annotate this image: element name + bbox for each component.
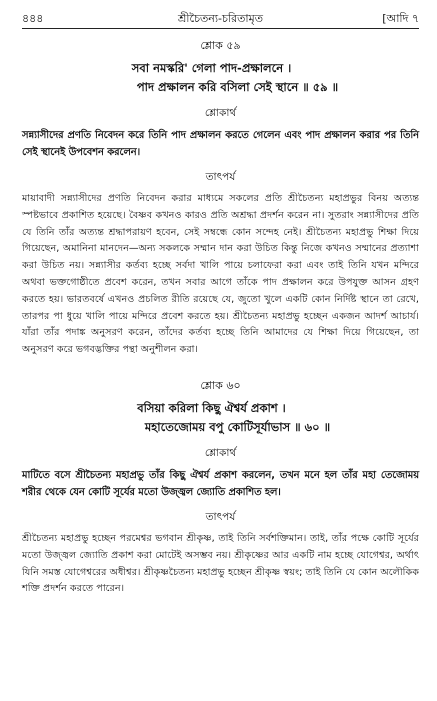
verse-line: সবা নমস্করি' গেলা পাদ-প্রক্ষালনে ।: [131, 61, 292, 75]
verse-line: মহাতেজোময় বপু কোটিসূর্যাভাস ॥ ৬০ ॥: [144, 419, 331, 434]
sloka-label: শ্লোক ৬০: [200, 378, 241, 392]
purport-text: মায়াবাদী সন্ন্যাসীদের প্রণতি নিবেদন করার মাধ্যমে সকলের প্রতি শ্রীচৈতন্য মহাপ্রভুর বিনয় অত্যন্ত স্পষ্টভাবে প্রকাশিত হয়েছে। বৈষ্ণব কখনও কারও প্রতি অশ্রদ্ধা প্রদর্শন করেন না। সুতরাং সন্ন্যাসীদের প্রতি যে তিনি তাঁর অত্যন্ত শ্রদ্ধাপরায়ণ হবেন, সেই সম্বন্ধে কোন সন্দেহ নেই। শ্রীচৈতন্য মহাপ্রভু শিক্ষা দিয়ে গিয়েছেন, অমানিনা মানদেন—অন্য সকলকে সম্মান দান করা উচিত কিন্তু নিজে কখনও সম্মানের প্রত্যাশা করা উচিত নয়। সন্ন্যাসীর কর্তব্য হচ্ছে সর্বদা খালি পায়ে চলাফেরা করা এবং তাই তিনি যখন মন্দিরে অথবা ভক্তগোষ্ঠীতে প্রবেশ করেন, তখন সবার আগে তাঁকে পাদ প্রক্ষালন করে উপযুক্ত আসন গ্রহণ করতে হয়। ভারতবর্ষে এখনও প্রচলিত রীতি রয়েছে যে, জুতো খুলে একটি কোন নির্দিষ্ট স্থানে তা রেখে, তারপর পা ধুয়ে খালি পায়ে মন্দিরে প্রবেশ করতে হয়। শ্রীচৈতন্য মহাপ্রভু হচ্ছেন একজন আদর্শ আচার্য। যাঁরা তাঁর পদাঙ্ক অনুসরণ করেন, তাঁদের কর্তব্য হচ্ছে তিনি আমাদের যে শিক্ষা দিয়ে গিয়েছেন, তা অনুসরণ করে ভগবদ্ভক্তির পন্থা অনুশীলন করা।: [22, 193, 419, 356]
page-number: ৪৪৪: [22, 12, 44, 25]
book-page: [0, 6, 437, 701]
sloka-59: [22, 37, 419, 359]
translation-text: সন্ন্যাসীদের প্রণতি নিবেদন করে তিনি পাদ প্রক্ষালন করতে গেলেন এবং পাদ প্রক্ষালন করার পর তিনি সেই স্থানেই উপবেশন করলেন।: [22, 130, 419, 158]
purport-heading: তাৎপর্য: [205, 510, 236, 523]
purport: [22, 191, 419, 359]
sloka-60: [22, 377, 419, 598]
purport-heading: তাৎপর্য: [205, 171, 236, 183]
page-header: [22, 6, 419, 28]
purport: [22, 531, 419, 598]
verse-line: পাদ প্রক্ষালন করি বসিলা সেই স্থানে ॥ ৫৯ ॥: [136, 80, 339, 94]
running-title: শ্রীচৈতন্য-চরিতামৃত: [178, 12, 263, 25]
translation-heading: শ্লোকার্থ: [204, 107, 237, 119]
translation-heading: শ্লোকার্থ: [204, 446, 237, 459]
section-marker: [আদি ৭: [382, 12, 419, 25]
purport-text: শ্রীচৈতন্য মহাপ্রভু হচ্ছেন পরমেশ্বর ভগবান শ্রীকৃষ্ণ, তাই তিনি সর্বশক্তিমান। তাই, তাঁর পক্ষে কোটি সূর্যের মতো উজ্জ্বল জ্যোতি প্রকাশ করা মোটেই অসম্ভব নয়। শ্রীকৃষ্ণের আর একটি নাম হচ্ছে যোগেশ্বর, অর্থাৎ যিনি সমস্ত যোগেশ্বরের অধীশ্বর। শ্রীকৃষ্ণচৈতন্য মহাপ্রভু হচ্ছেন শ্রীকৃষ্ণ স্বয়ং; তাই তিনি যে কোন অলৌকিক শক্তি প্রদর্শন করতে পারেন।: [22, 532, 419, 595]
sloka-label: শ্লোক ৫৯: [200, 39, 241, 52]
verse-line: বসিয়া করিলা কিছু ঐশ্বর্য প্রকাশ ।: [137, 400, 286, 415]
translation-text: মাটিতে বসে শ্রীচৈতন্য মহাপ্রভু তাঁর কিছু ঐশ্বর্য প্রকাশ করলেন, তখন মনে হল তাঁর মহা তেজোময় শরীর থেকে যেন কোটি সূর্যের মতো উজ্জ্বল জ্যোতি প্রকাশিত হল।: [22, 469, 419, 498]
